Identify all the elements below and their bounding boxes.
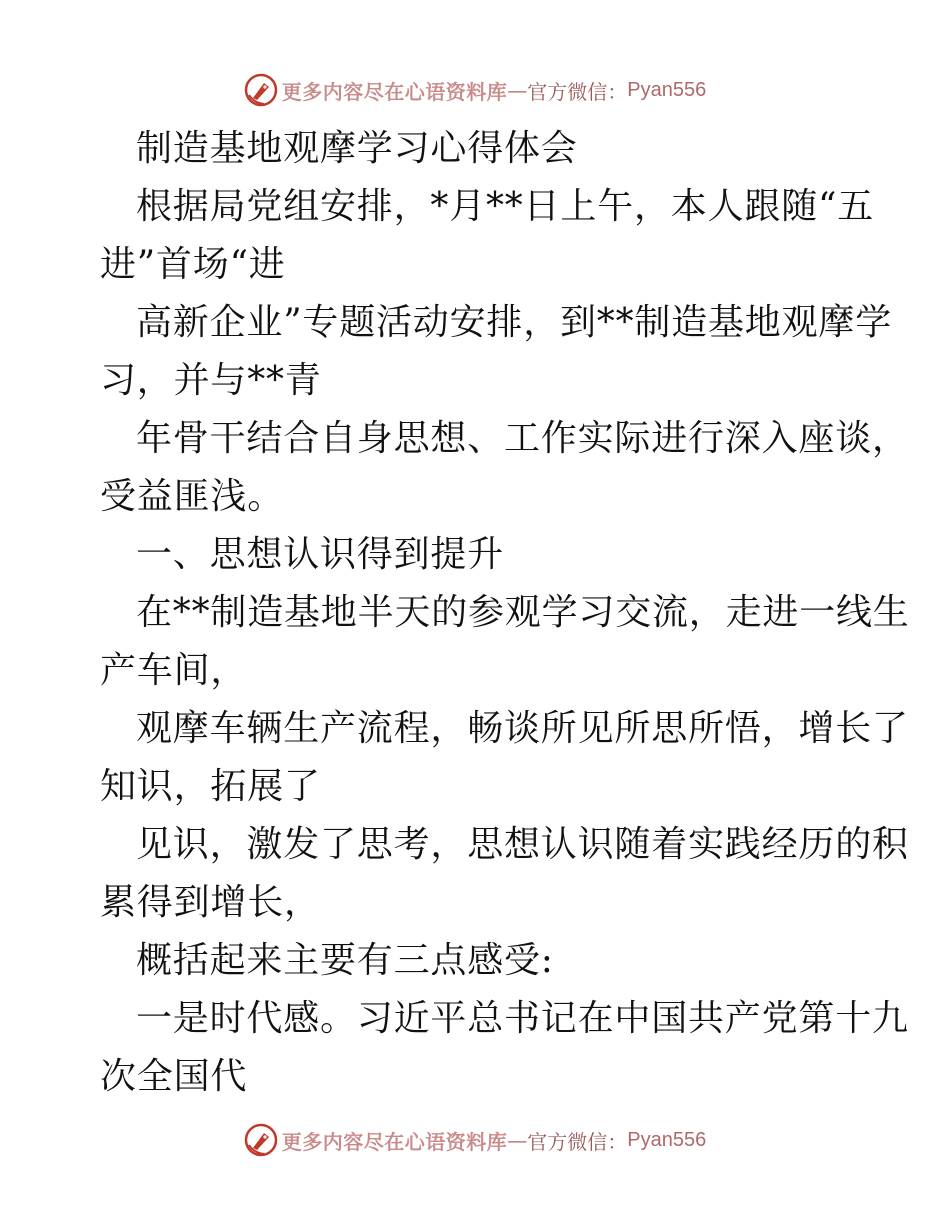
- text-line: 产车间，: [100, 650, 248, 691]
- footer-banner: [0, 1120, 950, 1160]
- text-line: 一、思想认识得到提升: [136, 534, 505, 575]
- banner-separator: —: [507, 78, 528, 102]
- text-line: 年骨干结合自身思想、工作实际进行深入座谈，: [136, 418, 909, 459]
- pen-nib-logo-icon: [244, 73, 278, 107]
- text-line: 在**制造基地半天的参观学习交流，走进一线生: [136, 592, 910, 633]
- text-line: 习，并与**青: [100, 360, 322, 401]
- text-line: 知识，拓展了: [100, 766, 321, 807]
- text-line: 概括起来主要有三点感受:: [136, 940, 554, 981]
- banner-text: 更多内容尽在心语资料库: [281, 1129, 508, 1154]
- text-line: 次全国代: [100, 1056, 248, 1097]
- text-line: 观摩车辆生产流程，畅谈所见所思所悟，增长了: [136, 708, 909, 749]
- text-line: 累得到增长，: [100, 882, 321, 923]
- text-line: 根据局党组安排，*月**日上午，本人跟随“五: [136, 186, 875, 227]
- document-title: 制造基地观摩学习心得体会: [136, 128, 578, 169]
- banner-separator: —: [507, 1128, 528, 1152]
- banner-text: 更多内容尽在心语资料库: [281, 79, 508, 104]
- banner-wechat-label: 官方微信：: [527, 1129, 628, 1154]
- text-line: 高新企业”专题活动安排，到**制造基地观摩学: [136, 302, 893, 343]
- text-line: 受益匪浅。: [100, 476, 285, 517]
- banner-wechat-label: 官方微信：: [527, 79, 628, 104]
- banner-wechat-id: Pyan556: [627, 78, 707, 101]
- text-line: 见识，激发了思考，思想认识随着实践经历的积: [136, 824, 909, 865]
- text-line: 一是时代感。习近平总书记在中国共产党第十九: [136, 998, 909, 1039]
- header-banner: [0, 70, 950, 110]
- pen-nib-logo-icon: [244, 1123, 278, 1157]
- text-line: 进”首场“进: [100, 244, 286, 285]
- document-body: [100, 120, 910, 1106]
- banner-wechat-id: Pyan556: [627, 1128, 707, 1151]
